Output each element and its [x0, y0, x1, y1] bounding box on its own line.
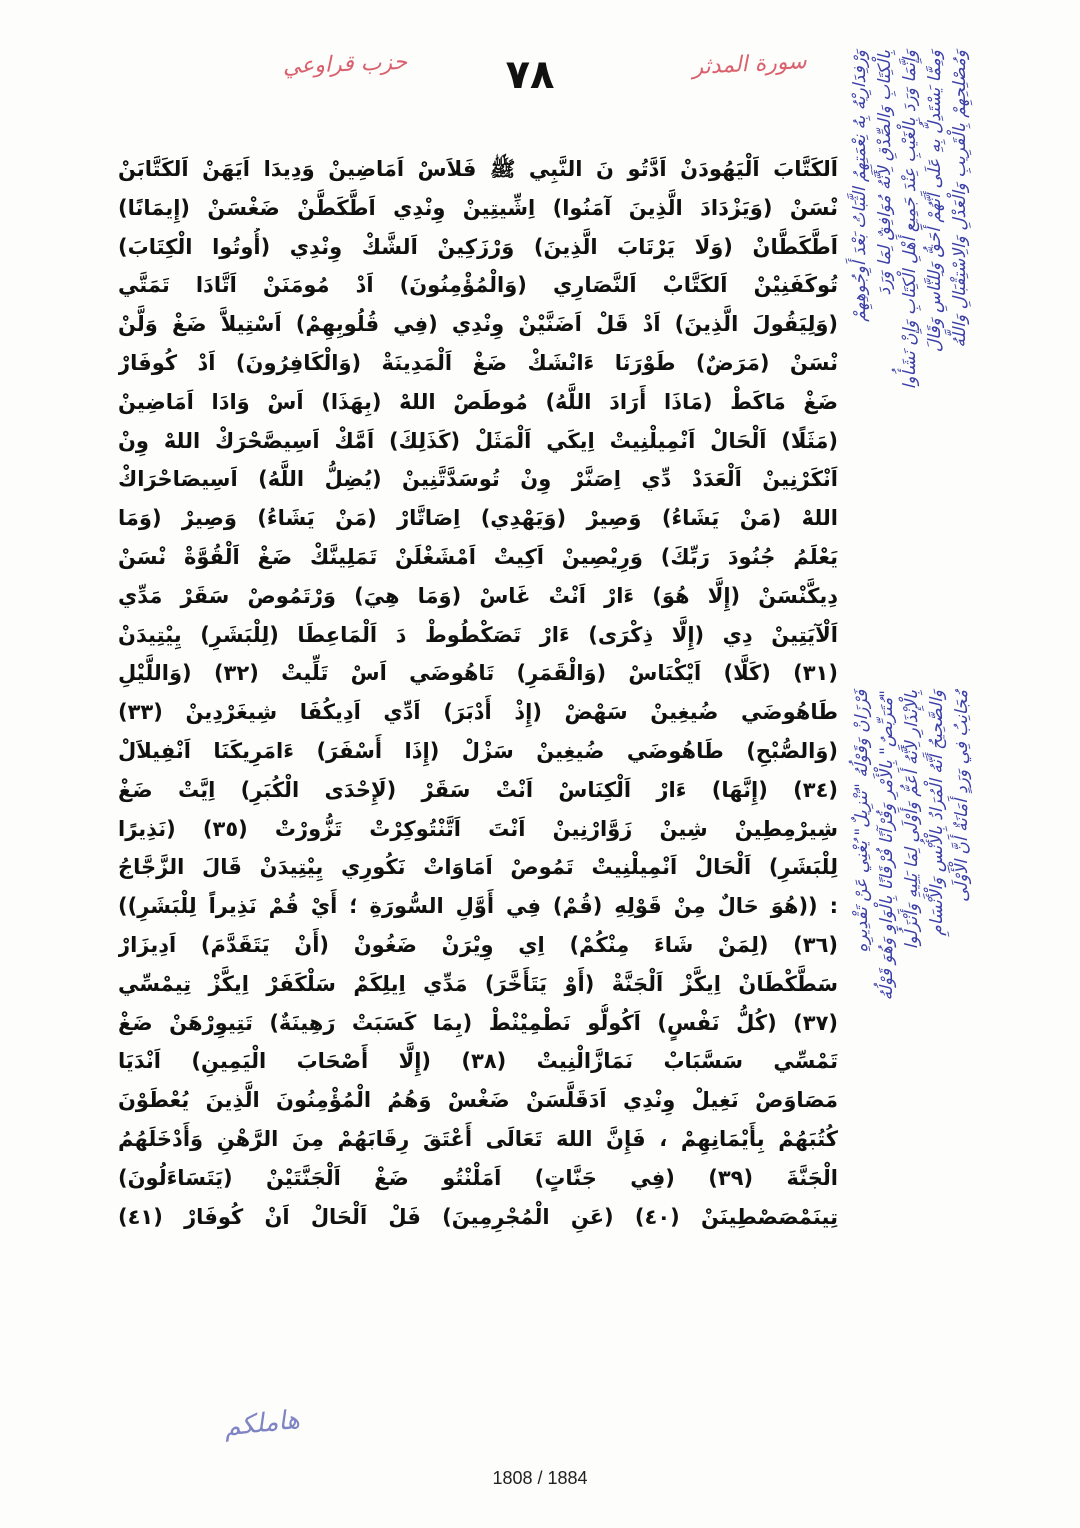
- handwritten-signature: هاملکم: [222, 1404, 302, 1443]
- text-line: : ((هُوَ حَالٌ مِنْ قَوْلِهِ (قُمْ) فِي أَوَّلِ السُّورَةِ ؛ أَيْ قُمْ نَذِيراً لِلْبَشَرِ)): [118, 894, 838, 919]
- margin-note-line: وَإِنَّمَا وَرَدَ بِالْغَيْبِ عِنْدَ جَمِيعِ أَهْلِ الْكِتَابِ وَإِنْ نَشَأُوا: [900, 50, 920, 390]
- text-line: كُتُبَهُمْ بِأَيْمَانِهِمْ ، فَإِنَّ اللهَ تَعَالَى أَعْتَقَ رِقَابَهُمْ مِنَ الرَّهْنِ وَأَدْخَلَهُمُ: [118, 1126, 838, 1151]
- margin-note-line: وَمِمَّا يَسْتَدِلُّ بِهِ عَلَى أَنَّهُمْ أَحَقُّ وَلِلنَّاسِ وَقَالَ: [925, 50, 945, 353]
- text-line: دِيكَّنْسَنْ (إِلَّا هُوَ) ءَارْ اَنْتْ غَاسْ (وَمَا هِيَ) وَرْتَمُوصْ سَقَرْ مَدِّي: [118, 583, 838, 608]
- text-line: لِلْبَشَرِ) اَلْحَالْ اَنْمِيلْنِيتْ تَمُوصْ اَمَاوَاتْ نَكُورِي يِيْتِيدَنْ قَالَ الزَّجَّاجُ: [118, 855, 838, 880]
- text-line: نْسَنْ (وَيَزْدَادَ الَّذِينَ آمَنُوا) اِشِّيتِينْ وِنْدِي اَطَّكَطَّنْ ضَغْسَنْ (إِيمَانًا): [118, 195, 838, 220]
- text-line: اللهْ (مَنْ يَشَاءُ) وَصِيرْ (وَيَهْدِي) اِصَاتَّارْ (مَنْ يَشَاءُ) وَصِيرْ (وَمَا: [118, 506, 838, 531]
- text-line: تِينَمْصَصْطِينَنْ (٤٠) (عَنِ الْمُجْرِمِينَ) فَلْ اَلْحَالْ اَنْ كُوفَارْ (٤١): [118, 1204, 838, 1229]
- text-line: اَطَّكَطَّانْ (وَلَا يَرْتَابَ الَّذِينَ) وَرْزَكِينْ اَلشَّكْ وِنْدِي (أُوتُوا الْكِتَابَ): [118, 234, 838, 259]
- text-line: (وَلِيَقُولَ الَّذِينَ) اَدْ قَلْ اَضَنَّيْنْ وِنْدِي (فِي قُلُوبِهِمْ) اَسْتِيلاَّ ضَغْ وَلَّنْ: [118, 312, 838, 337]
- text-line: اَلْآيَتِينْ دِي (إِلَّا ذِكْرَى) ءَارْ تَصَكْطُوطْ دَ اَلْمَاعِطَا (لِلْبَشَرِ) يِيْتِيدَنْ: [118, 622, 838, 647]
- hizb-handwritten-note: حزب قراوعي: [282, 49, 408, 80]
- text-line: (٣٦) (لِمَنْ شَاءَ مِنْكُمْ) اِي وِيْرَنْ ضَغُونْ (أَنْ يَتَقَدَّمَ) اَدِيزَارْ: [118, 932, 838, 957]
- text-line: تَمْسِّي سَسَّبَابْ نَمَازَّالْنِيتْ (٣٨) (إِلَّا أَصْحَابَ الْيَمِينِ) اَنْدَيَا: [118, 1049, 838, 1074]
- margin-note-line: وَمُصْلِحِهِمْ بِالْقَرِيبِ وَالْعَدْلِ وَالِاسْتِقْبَالِ وَاللَّهُ: [950, 50, 970, 348]
- text-line: (٣١) (كَلَّا) اَيْكْنَاسْ (وَالْقَمَرِ) تَاهُوضَي اَسْ تَلِّيتْ (٣٢) (وَاللَّيْلِ: [118, 661, 838, 686]
- text-line: ضَغْ مَاكَطْ (مَاذَا أَرَادَ اللَّهُ) مُوطَصْ اللهْ (بِهَذَا) اَسْ وَادَا اَمَاضِينْ: [118, 389, 838, 414]
- text-line: سَطَّكْطَانْ اِيكَّزْ اَلْجَنَّةْ (أَوْ يَتَأَخَّرَ) مَدِّي اِيلِكَمْ سَلْكَفَرْ اِيكَّزْ تِيمْسِّي: [118, 971, 838, 996]
- margin-note-line: فَرْزَانْ وَقَوْلُهُ "تَنْزِيلٌ" يُغْنِي عَنْ تَقْدِيرِهِ: [852, 690, 872, 953]
- text-line: نْسَنْ (مَرَضٌ) طَوْرَنَا ءَانْشَكْ ضَغْ اَلْمَدِينَةْ (وَالْكَافِرُونَ) اَدْ كُوفَارْ: [118, 350, 838, 375]
- margin-note-line: وَالصَّحِيحُ أَنَّهُ الْمُرَادُ بِالْأُنْسِ وَالْأَنْسَامِ: [927, 690, 947, 936]
- text-line: شِيرْمِطِينْ شِينْ زَوَّارْنِينْ اَنْتَ اَتَّنْتُوكِرْتْ تَزُّورْتْ (٣٥) (نَذِيرًا: [118, 816, 838, 841]
- margin-note-lower: [850, 690, 975, 1270]
- text-line: (وَالصُّبْحِ) طَاهُوضَي ضُيغِينْ سَزْلْ (إِذَا أَسْفَرَ) ءَامَرِيكَنَا اَنْفِيلاَلْ: [118, 738, 838, 763]
- text-line: (٣٧) (كُلُّ نَفْسٍ) اَكُولُّو نَطْمِيْنْطْ (بِمَا كَسَبَتْ رَهِينَةٌ) تَتِيوِرْهَنْ ضَغْ: [118, 1010, 838, 1035]
- margin-note-line: وَرْفِدَارِيْهُ بِهُ نِعْمَتِهِمُ الثَّبَاتُ بَعْدَ أَوِجُوهِهِمْ: [850, 50, 870, 322]
- main-text-block: [118, 150, 838, 1236]
- margin-note-line: بِالْإِنْذَارِ لِأَنَّهُ أَعَمُّ وَأَوْلَى لِمَا يَلِيهِ وَأَنْزَلُوا: [902, 690, 922, 950]
- text-line: الْجَنَّةَ (٣٩) (فِي جَنَّاتٍ) اَمَلْنْتُو ضَغْ اَلْجَنَّتَيْنْ (يَتَسَاءَلُونَ): [118, 1165, 838, 1190]
- margin-note-line: بِالْكِتَابِ وَالصِّدْقِ لِأَنَّهُ مُوَافِقٌ لِمَا وَرَدَ: [875, 50, 895, 296]
- margin-note-upper: [848, 50, 973, 670]
- margin-note-line: "مُتَرَبِّصٌ" بِالْأَمْرِ وَقُرْآنًا فُرْقَانًا بِالْوَاوِ وَهُوَ قَوْلُهُ: [877, 690, 897, 1001]
- text-line: اَلكَتَّابَ اَلْيَهُودَنْ اَدَّتُو نَ النَّبِي ﷺ فَلاَسْ اَمَاضِينْ وَدِيدَا اَيَهَنْ اَلكَتَّابَنْ: [118, 157, 838, 181]
- text-line: (مَثَلًا) اَلْحَالْ اَنْمِيلْنِيتْ اِيكَي اَلْمَثَلْ (كَذَلِكَ) اَمَّكْ اَسِيصَّحْرَكْ اللهْ وِنْ: [118, 428, 838, 453]
- surah-handwritten-note: سورة المدثر: [691, 49, 808, 80]
- text-line: طَاهُوضَي ضُيغِينْ سَهْضْ (إِذْ أَدْبَرَ) اَدِّي اَدِيكُفَا شِيغَرْدِينْ (٣٣): [118, 700, 838, 725]
- text-line: يَعْلَمُ جُنُودَ رَبِّكَ) وَرِيْصِينْ اَكِيتْ اَمْشَغْلَنْ تَمَلِينَّكْ ضَغْ اَلْقُوَّةْ نْسَنْ: [118, 544, 838, 569]
- page-number-heading: ٧٨: [505, 52, 555, 98]
- text-line: اَنْكَرْنِينْ اَلْعَدَدْ دِّي اِصَنَّرْ وِنْ تُوسَدَّتَّنِينْ (يُضِلُّ اللَّهُ) اَسِيصَاحْرَاكْ: [118, 467, 838, 492]
- text-line: مَصَاوَصْ نَغِيلْ وِنْدِي اَدَقَلَّسَنْ ضَغْسْ وَهُمُ الْمُؤْمِنُونَ الَّذِينَ يُعْطَوْنَ: [118, 1088, 838, 1113]
- margin-note-line: مُجَانِبُ فِي وَرَدٍ أَمَانَةٌ أَنَّ الْأَوْلَى: [952, 690, 972, 903]
- text-line: تُوكَفَنِيْنْ اَلكَتَّابْ اَلنَّصَارِي (وَالْمُؤْمِنُونَ) اَدْ مُومَنَنْ اَتَّادَا تَمَتَّي: [118, 273, 838, 298]
- page-counter: 1808 / 1884: [492, 1468, 588, 1488]
- text-line: (٣٤) (إِنَّهَا) ءَارْ اَلْكِنَاسْ اَنْتْ سَقَرْ (لَإِحْدَى الْكُبَرِ) اِيَّتْ ضَغْ: [118, 777, 838, 802]
